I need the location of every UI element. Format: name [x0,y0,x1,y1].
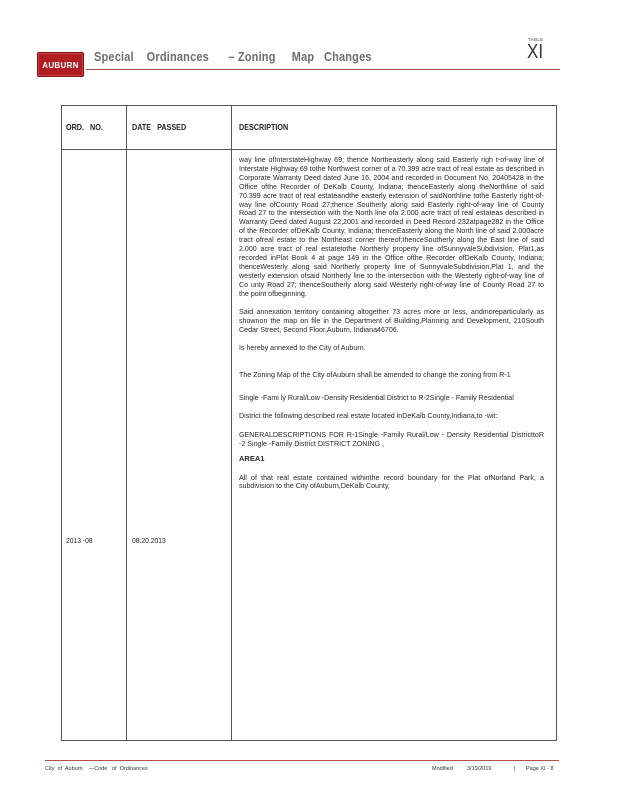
description-paragraph: All of that real estate contained withinthe record boundary for the Plat ofNorland Park, a subdivision to the City ofAuburn,DeKalb County, [239,473,544,491]
table-header-row [62,106,556,150]
table-number: XI [527,41,544,63]
description-paragraph: GENERALDESCRIPTIONS FOR R-1Single -Family Rural/Low - Density Residential DistricttoR -2 Single -Family District DISTRICT ZONING , [239,430,544,448]
column-header-description: DESCRIPTION [239,123,289,132]
column-divider [126,106,127,740]
header-divider [86,69,560,70]
auburn-logo: AUBURN [37,52,84,77]
description-paragraph: way line ofInterstateHighway 69; thence Northeasterly along said Easterly righ t-of-way line of Interstate Highway 69 tothe Northwest corner of a 70.399 acre tract of real estate as described in Corporate Warranty Deed dated June 16, 2004 and recorded in Document No. 20405428 in the Office ofthe Recorder of DeKalb County, Indiana; thenceEasterly along theNorthline of said 70.399 acre tract of real estateandthe easterly extension of saidNorthline tothe Easterly right-of-way line ofCounty Road 27;thence Southerly along said Easterly right-of-way line of County Road 27 to the intersection with the North line ofa 2.000 acre tract of real estateas described in Warranty Deed dated August 22,2001 and recorded in Deed Record 232atpage282 in the Office of the Recorder ofDeKalb County, Indiana; thenceEasterly along the North line of said 2.000acre tract ofreal estate to the Northeast corner thereof;thenceSoutherly along the East line of said 2.000 acre tract of real estatetothe Northerly property line ofSunnyvaleSubdivision, Plat1,as recorded inPlat Book 4 at page 149 in the Office ofthe Recorder ofDeKalb County, Indiana; thenceWesterly along said Northerly property line of SunnyvaleSubdivision,Plat 1, and the westerly extension ofsaid Northerly line to the intersection with the Westerly right-of-way line of Co unty Road 27; thenceSoutherly along said Westerly right-of-way line of County Road 27 to the point ofbeginning. [239,156,544,298]
date-passed: 08.20.2013 [132,536,166,545]
page-title: Special Ordinances – Zoning Map Changes [94,50,372,64]
description-paragraph: Single -Fami ly Rural/Low -Density Residential District to R-2Single - Family Residential [239,394,514,403]
area-heading: AREA1 [239,453,265,463]
description-paragraph: District the following described real estate located inDeKalb County,Indiana,to -wit: [239,412,498,421]
footer-separator: | [514,766,516,772]
ordinance-table [61,105,557,741]
description-paragraph: The Zoning Map of the City ofAuburn shall be amended to change the zoning from R-1 [239,371,511,380]
description-paragraph: Is hereby annexed to the City of Auburn. [239,344,366,353]
footer-modified-label: Modified [432,766,453,772]
ordinance-number: 2013 -08 [66,536,93,545]
column-header-ord-no: ORD. NO. [66,123,103,132]
ordinance-description [239,156,544,501]
footer-modified-date: 3/19/2019 [467,766,492,772]
column-divider [231,106,232,740]
footer-page-number: Page XI - 8 [526,766,554,772]
column-header-date-passed: DATE PASSED [132,123,187,132]
table-label: TABLE [528,37,544,42]
footer-divider [45,760,559,761]
description-paragraph: Said annexation territory containing altogether 73 acres more or less, andmoreparticularly as shownon the map on file in the Department of Building,Planning and Development, 210South Cedar Street, Second Floor,Auburn, Indiana46706. [239,308,544,334]
footer-code-title: City of Auburn —Code of Ordinances [45,766,148,772]
